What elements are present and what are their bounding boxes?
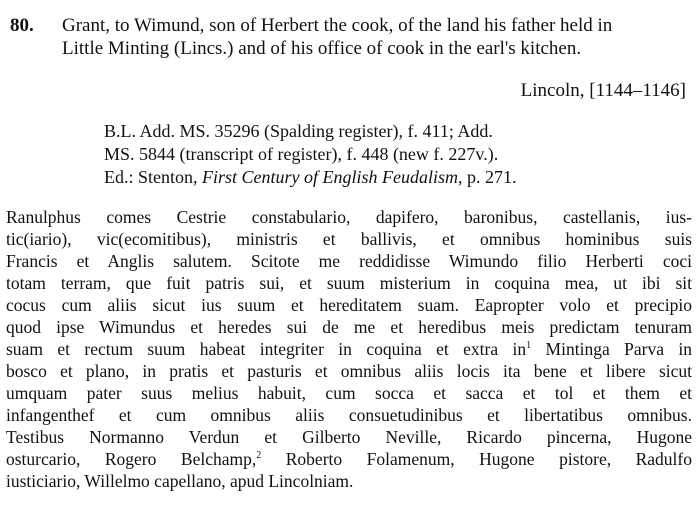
text-line: tic(iario), vic(ecomitibus), ministris et ballivis, et omnibus hominibus suis (6, 229, 692, 249)
edition-suffix: , p. 271. (458, 167, 517, 187)
place-date: Lincoln, [1144–1146] (520, 80, 686, 101)
edition-prefix: Ed.: Stenton, (104, 167, 202, 187)
footnote-marker: 1 (526, 340, 532, 352)
text-segment: suam et rectum suum habeat integriter in coquina et extra in (6, 339, 527, 359)
text-line (6, 448, 692, 470)
text-line: Testibus Normanno Verdun et Gilberto Neville, Ricardo pincerna, Hugone (6, 427, 692, 447)
footnote-marker: 2 (256, 450, 262, 462)
text-line: quod ipse Wimundus et heredes sui de me et heredibus meis predictam tenuram (6, 317, 692, 337)
summary-line: Grant, to Wimund, son of Herbert the cook, of the land his father held in (62, 15, 613, 36)
text-line: umquam pater suus melius habuit, cum socca et sacca et tol et them et (6, 383, 692, 403)
source-references (104, 120, 689, 189)
entry-number: 80. (10, 15, 34, 36)
text-segment: Roberto Folamenum, Hugone pistore, Radulfo (261, 449, 692, 469)
summary-line: Little Minting (Lincs.) and of his office of cook in the earl's kitchen. (62, 38, 582, 59)
edition-title: First Century of English Feudalism (202, 167, 458, 187)
charter-text (6, 206, 692, 492)
text-line: cocus cum aliis sicut ius suum et hereditatem suam. Eapropter volo et precipio (6, 295, 692, 315)
text-line: infangenthef et cum omnibus aliis consuetudinibus et libertatibus omnibus. (6, 405, 692, 425)
entry-summary (62, 14, 692, 60)
text-segment: osturcario, Rogero Belchamp, (6, 449, 257, 469)
source-line: B.L. Add. MS. 35296 (Spalding register), f. 411; Add. (104, 121, 493, 141)
text-segment: Mintinga Parva in (531, 339, 692, 359)
text-line (6, 338, 692, 360)
edition-line (104, 166, 689, 189)
source-line: MS. 5844 (transcript of register), f. 448 (new f. 227v.). (104, 144, 499, 164)
text-line: Ranulphus comes Cestrie constabulario, dapifero, baronibus, castellanis, ius- (6, 207, 692, 227)
text-line: bosco et plano, in pratis et pasturis et omnibus aliis locis ita bene et libere sicut (6, 361, 692, 381)
text-line: totam terram, que fuit patris sui, et suum misterium in coquina mea, ut ibi sit (6, 273, 692, 293)
text-line: Francis et Anglis salutem. Scitote me reddidisse Wimundo filio Herberti coci (6, 251, 692, 271)
text-line: iusticiario, Willelmo capellano, apud Lincolniam. (6, 471, 354, 491)
